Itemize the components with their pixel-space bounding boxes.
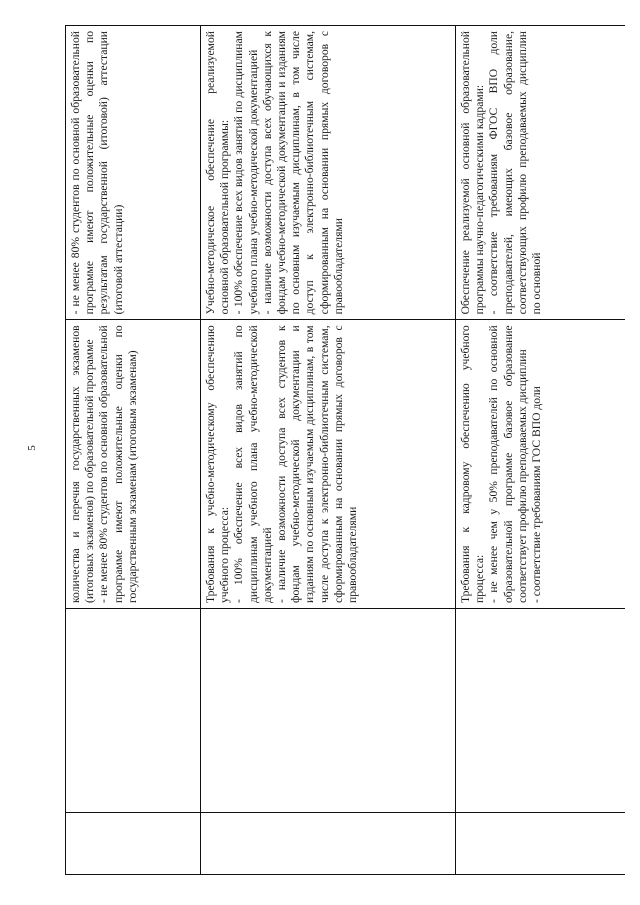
rotated-content — [65, 25, 625, 875]
actual-cell — [201, 26, 456, 320]
requirement-text: - наличие возможности доступа всех студентов к фондам учебно-методической документации и изданиям по основным изучаемым дисциплинам, в том числе доступа к электронно-библиотечным системам, сформированным на основании прямых договоров с правообладателями — [275, 325, 360, 603]
empty-cell — [66, 609, 201, 813]
requirement-text: Требования к учебно-методическому обеспечению учебного процесса: — [204, 325, 232, 603]
table-row — [456, 26, 626, 875]
requirement-cell — [201, 320, 456, 609]
document-page — [65, 25, 625, 875]
requirement-cell — [66, 320, 201, 609]
requirement-cell — [456, 320, 626, 609]
empty-cell — [456, 812, 626, 874]
requirement-text: Требования к кадровому обеспечению учебного процесса: — [459, 325, 487, 603]
empty-cell — [66, 812, 201, 874]
requirement-text: - 100% обеспечение всех видов занятий по дисциплинам учебного плана учебно-методической документацией — [232, 325, 274, 603]
table-row — [201, 26, 456, 875]
requirement-text: - не менее чем у 50% преподавателей по основной образовательной программе базовое образование соответствует профилю преподаваемых дисциплин — [487, 325, 529, 603]
empty-cell — [201, 812, 456, 874]
actual-text: - наличие возможности доступа всех обучающихся к фондам учебно-методической документации и изданиям по основным изучаемым дисциплинам, в том числе доступ к электронно-библиотечным системам, сформированным на основании прямых договоров с правообладателями — [260, 31, 345, 315]
actual-text: - 100% обеспечение всех видов занятий по дисциплинам учебного плана учебно-методической документацией — [232, 31, 260, 315]
table-row — [66, 26, 201, 875]
requirement-text: - соответствие требованиям ГОС ВПО доли — [530, 386, 544, 603]
page-number: 5 — [26, 445, 38, 451]
requirement-text: - не менее 80% студентов по основной образовательной программе имеют положительные оценки по государственным экзаменам (итоговым экзаменам) — [97, 325, 139, 603]
requirements-table — [65, 25, 625, 875]
requirement-text: количества и перечня государственных экзаменов (итоговых экзаменов) по образовательной программе — [69, 325, 97, 603]
empty-cell — [201, 609, 456, 813]
empty-cell — [456, 609, 626, 813]
actual-text: Обеспечение реализуемой основной образовательной программы научно-педагогическими кадрами: — [459, 31, 487, 315]
actual-cell — [66, 26, 201, 320]
actual-cell — [456, 26, 626, 320]
actual-text: Учебно-методическое обеспечение реализуемой основной образовательной программы: — [204, 31, 232, 315]
actual-text: - не менее 80% студентов по основной образовательной программе имеют положительные оценки по результатам государственной (итоговой) аттестации (итоговой аттестации) — [69, 31, 125, 315]
actual-text: - соответствие требованиям ФГОС ВПО доли преподавателей, имеющих базовое образование, соответствующих профилю преподаваемых дисциплин по основной — [487, 31, 544, 315]
